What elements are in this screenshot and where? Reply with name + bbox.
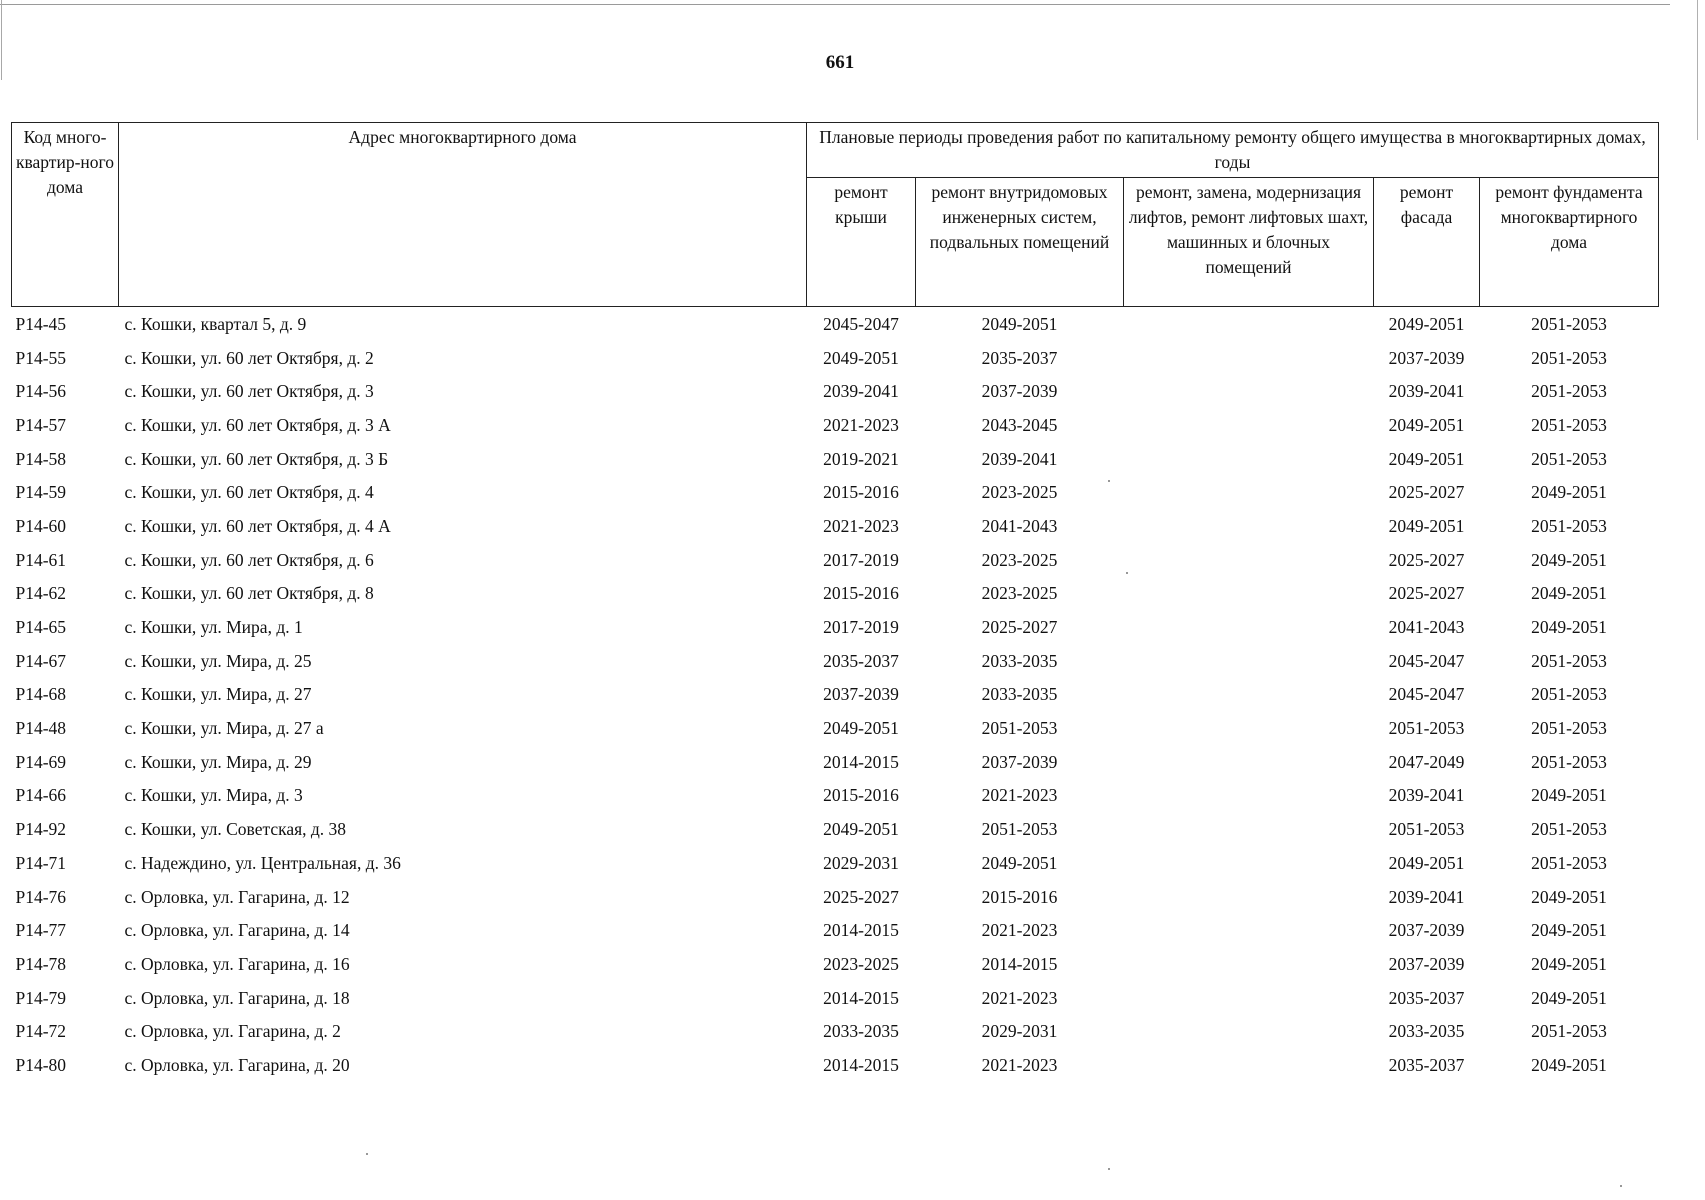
cell-roof: 2015-2016 <box>823 482 899 503</box>
cell-foundation: 2049-2051 <box>1531 583 1607 604</box>
cell-address: с. Кошки, ул. Мира, д. 3 <box>124 785 303 806</box>
cell-foundation: 2051-2053 <box>1531 313 1607 334</box>
cell-roof: 2049-2051 <box>823 819 899 840</box>
cell-code: Р14-56 <box>15 381 67 402</box>
cell-facade: 2039-2041 <box>1388 785 1465 806</box>
header-foundation: ремонт фундамента многоквартирного дома <box>1480 178 1659 307</box>
cell-address: с. Орловка, ул. Гагарина, д. 14 <box>124 920 350 941</box>
cell-code: Р14-57 <box>15 414 67 435</box>
cell-roof: 2033-2035 <box>823 1021 899 1042</box>
cell-roof: 2025-2027 <box>823 886 899 907</box>
table-row <box>12 812 1659 846</box>
cell-lifts <box>1124 509 1374 543</box>
cell-engineering: 2021-2023 <box>981 1054 1058 1075</box>
cell-lifts <box>1124 846 1374 880</box>
cell-foundation: 2049-2051 <box>1531 549 1607 570</box>
cell-engineering: 2049-2051 <box>981 313 1058 334</box>
header-periods-group: Плановые периоды проведения работ по капитальному ремонту общего имущества в многоквартирных домах, годы <box>807 123 1659 178</box>
cell-facade: 2037-2039 <box>1388 347 1465 368</box>
cell-roof: 2029-2031 <box>823 852 899 873</box>
cell-engineering: 2051-2053 <box>981 718 1058 739</box>
table-row <box>12 341 1659 375</box>
cell-address: с. Кошки, ул. 60 лет Октября, д. 3 <box>124 381 374 402</box>
cell-roof: 2014-2015 <box>823 1054 899 1075</box>
cell-code: Р14-59 <box>15 482 67 503</box>
cell-address: с. Кошки, ул. Советская, д. 38 <box>124 819 347 840</box>
scan-border-top <box>0 4 1670 5</box>
table-body <box>12 307 1659 1082</box>
cell-code: Р14-58 <box>15 448 67 469</box>
cell-lifts <box>1124 1048 1374 1082</box>
cell-address: с. Кошки, ул. 60 лет Октября, д. 8 <box>124 583 374 604</box>
cell-address: с. Кошки, ул. 60 лет Октября, д. 2 <box>124 347 374 368</box>
table-row <box>12 475 1659 509</box>
cell-engineering: 2025-2027 <box>981 617 1058 638</box>
cell-lifts <box>1124 913 1374 947</box>
cell-facade: 2045-2047 <box>1388 650 1465 671</box>
cell-address: с. Кошки, ул. 60 лет Октября, д. 4 <box>124 482 374 503</box>
cell-roof: 2017-2019 <box>823 549 899 570</box>
table-row <box>12 678 1659 712</box>
cell-facade: 2039-2041 <box>1388 381 1465 402</box>
cell-engineering: 2037-2039 <box>981 751 1058 772</box>
cell-foundation: 2049-2051 <box>1531 920 1607 941</box>
cell-engineering: 2043-2045 <box>981 414 1058 435</box>
cell-code: Р14-48 <box>15 718 67 739</box>
table-row <box>12 307 1659 341</box>
cell-lifts <box>1124 779 1374 813</box>
cell-address: с. Орловка, ул. Гагарина, д. 18 <box>124 987 350 1008</box>
cell-code: Р14-72 <box>15 1021 67 1042</box>
cell-lifts <box>1124 678 1374 712</box>
cell-lifts <box>1124 543 1374 577</box>
table-row <box>12 981 1659 1015</box>
cell-foundation: 2051-2053 <box>1531 515 1607 536</box>
cell-foundation: 2049-2051 <box>1531 987 1607 1008</box>
cell-code: Р14-60 <box>15 515 67 536</box>
scan-speck <box>1108 480 1110 482</box>
cell-roof: 2035-2037 <box>823 650 899 671</box>
cell-engineering: 2015-2016 <box>981 886 1058 907</box>
cell-foundation: 2049-2051 <box>1531 785 1607 806</box>
cell-engineering: 2035-2037 <box>981 347 1058 368</box>
cell-code: Р14-45 <box>15 313 67 334</box>
table-row <box>12 442 1659 476</box>
cell-address: с. Кошки, ул. 60 лет Октября, д. 3 А <box>124 414 391 435</box>
header-address: Адрес многоквартирного дома <box>119 123 807 307</box>
cell-code: Р14-77 <box>15 920 67 941</box>
header-lifts: ремонт, замена, модернизация лифтов, ремонт лифтовых шахт, машинных и блочных помещений <box>1124 178 1374 307</box>
cell-lifts <box>1124 644 1374 678</box>
cell-lifts <box>1124 610 1374 644</box>
cell-address: с. Кошки, ул. Мира, д. 29 <box>124 751 312 772</box>
cell-roof: 2039-2041 <box>823 381 899 402</box>
scan-speck <box>1126 572 1128 574</box>
header-roof: ремонт крыши <box>807 178 916 307</box>
cell-facade: 2049-2051 <box>1388 414 1465 435</box>
cell-lifts <box>1124 981 1374 1015</box>
cell-engineering: 2023-2025 <box>981 549 1058 570</box>
cell-facade: 2051-2053 <box>1388 819 1465 840</box>
cell-foundation: 2051-2053 <box>1531 852 1607 873</box>
cell-roof: 2014-2015 <box>823 751 899 772</box>
cell-engineering: 2023-2025 <box>981 583 1058 604</box>
cell-foundation: 2049-2051 <box>1531 482 1607 503</box>
table-row <box>12 880 1659 914</box>
cell-lifts <box>1124 812 1374 846</box>
cell-lifts <box>1124 475 1374 509</box>
cell-engineering: 2023-2025 <box>981 482 1058 503</box>
cell-roof: 2014-2015 <box>823 920 899 941</box>
cell-foundation: 2051-2053 <box>1531 751 1607 772</box>
table-row <box>12 745 1659 779</box>
header-facade: ремонт фасада <box>1374 178 1480 307</box>
cell-roof: 2021-2023 <box>823 515 899 536</box>
cell-facade: 2041-2043 <box>1388 617 1465 638</box>
cell-code: Р14-62 <box>15 583 67 604</box>
cell-facade: 2025-2027 <box>1388 583 1465 604</box>
cell-roof: 2045-2047 <box>823 313 899 334</box>
cell-foundation: 2051-2053 <box>1531 650 1607 671</box>
table-header <box>12 123 1659 307</box>
cell-code: Р14-76 <box>15 886 67 907</box>
scan-speck <box>1620 1185 1622 1187</box>
repair-schedule-table <box>11 122 1659 1082</box>
cell-facade: 2037-2039 <box>1388 953 1465 974</box>
cell-address: с. Кошки, ул. Мира, д. 27 а <box>124 718 324 739</box>
cell-engineering: 2049-2051 <box>981 852 1058 873</box>
cell-code: Р14-65 <box>15 617 67 638</box>
cell-address: с. Кошки, квартал 5, д. 9 <box>124 313 307 334</box>
cell-roof: 2015-2016 <box>823 583 899 604</box>
cell-facade: 2049-2051 <box>1388 515 1465 536</box>
cell-address: с. Кошки, ул. 60 лет Октября, д. 4 А <box>124 515 391 536</box>
cell-facade: 2035-2037 <box>1388 1054 1465 1075</box>
cell-lifts <box>1124 442 1374 476</box>
cell-foundation: 2051-2053 <box>1531 718 1607 739</box>
cell-engineering: 2051-2053 <box>981 819 1058 840</box>
cell-facade: 2049-2051 <box>1388 852 1465 873</box>
cell-lifts <box>1124 745 1374 779</box>
cell-code: Р14-92 <box>15 819 67 840</box>
table-row <box>12 947 1659 981</box>
cell-address: с. Кошки, ул. Мира, д. 25 <box>124 650 312 671</box>
cell-code: Р14-67 <box>15 650 67 671</box>
cell-foundation: 2051-2053 <box>1531 819 1607 840</box>
cell-roof: 2023-2025 <box>823 953 899 974</box>
cell-code: Р14-61 <box>15 549 67 570</box>
cell-facade: 2051-2053 <box>1388 718 1465 739</box>
cell-facade: 2039-2041 <box>1388 886 1465 907</box>
cell-foundation: 2049-2051 <box>1531 886 1607 907</box>
cell-lifts <box>1124 947 1374 981</box>
cell-facade: 2035-2037 <box>1388 987 1465 1008</box>
cell-lifts <box>1124 711 1374 745</box>
cell-address: с. Орловка, ул. Гагарина, д. 2 <box>124 1021 341 1042</box>
scan-border-right <box>1697 0 1698 140</box>
cell-engineering: 2033-2035 <box>981 650 1058 671</box>
cell-foundation: 2051-2053 <box>1531 448 1607 469</box>
cell-lifts <box>1124 307 1374 341</box>
cell-foundation: 2051-2053 <box>1531 347 1607 368</box>
cell-address: с. Орловка, ул. Гагарина, д. 16 <box>124 953 350 974</box>
cell-lifts <box>1124 880 1374 914</box>
cell-facade: 2033-2035 <box>1388 1021 1465 1042</box>
table-row <box>12 509 1659 543</box>
scan-border-left <box>1 0 2 80</box>
cell-facade: 2025-2027 <box>1388 549 1465 570</box>
cell-lifts <box>1124 408 1374 442</box>
cell-engineering: 2039-2041 <box>981 448 1058 469</box>
table-row <box>12 577 1659 611</box>
cell-roof: 2014-2015 <box>823 987 899 1008</box>
cell-foundation: 2051-2053 <box>1531 1021 1607 1042</box>
cell-facade: 2047-2049 <box>1388 751 1465 772</box>
cell-facade: 2049-2051 <box>1388 313 1465 334</box>
cell-engineering: 2037-2039 <box>981 381 1058 402</box>
table-row <box>12 610 1659 644</box>
cell-lifts <box>1124 1014 1374 1048</box>
table-row <box>12 1014 1659 1048</box>
table-row <box>12 846 1659 880</box>
cell-foundation: 2051-2053 <box>1531 684 1607 705</box>
cell-code: Р14-68 <box>15 684 67 705</box>
cell-lifts <box>1124 341 1374 375</box>
cell-code: Р14-66 <box>15 785 67 806</box>
cell-roof: 2019-2021 <box>823 448 899 469</box>
cell-code: Р14-78 <box>15 953 67 974</box>
cell-facade: 2025-2027 <box>1388 482 1465 503</box>
cell-engineering: 2029-2031 <box>981 1021 1058 1042</box>
cell-address: с. Кошки, ул. 60 лет Октября, д. 6 <box>124 549 374 570</box>
table-row <box>12 644 1659 678</box>
cell-foundation: 2049-2051 <box>1531 1054 1607 1075</box>
table-row <box>12 779 1659 813</box>
cell-lifts <box>1124 577 1374 611</box>
cell-code: Р14-69 <box>15 751 67 772</box>
header-engineering: ремонт внутридомовых инженерных систем, подвальных помещений <box>916 178 1124 307</box>
cell-foundation: 2049-2051 <box>1531 953 1607 974</box>
scan-speck <box>366 1153 368 1155</box>
table-row <box>12 543 1659 577</box>
page-number: 661 <box>825 52 855 73</box>
cell-engineering: 2021-2023 <box>981 920 1058 941</box>
cell-foundation: 2051-2053 <box>1531 381 1607 402</box>
cell-engineering: 2021-2023 <box>981 785 1058 806</box>
table-row <box>12 374 1659 408</box>
cell-engineering: 2021-2023 <box>981 987 1058 1008</box>
cell-roof: 2021-2023 <box>823 414 899 435</box>
cell-code: Р14-80 <box>15 1054 67 1075</box>
cell-engineering: 2033-2035 <box>981 684 1058 705</box>
cell-address: с. Орловка, ул. Гагарина, д. 20 <box>124 1054 350 1075</box>
cell-address: с. Кошки, ул. Мира, д. 1 <box>124 617 303 638</box>
cell-address: с. Кошки, ул. 60 лет Октября, д. 3 Б <box>124 448 389 469</box>
cell-roof: 2049-2051 <box>823 347 899 368</box>
cell-roof: 2017-2019 <box>823 617 899 638</box>
cell-code: Р14-79 <box>15 987 67 1008</box>
table-row <box>12 913 1659 947</box>
cell-code: Р14-71 <box>15 852 67 873</box>
table-row <box>12 1048 1659 1082</box>
table-row <box>12 408 1659 442</box>
cell-engineering: 2014-2015 <box>981 953 1058 974</box>
cell-code: Р14-55 <box>15 347 67 368</box>
cell-facade: 2049-2051 <box>1388 448 1465 469</box>
cell-address: с. Надеждино, ул. Центральная, д. 36 <box>124 852 401 873</box>
cell-foundation: 2051-2053 <box>1531 414 1607 435</box>
table-row <box>12 711 1659 745</box>
cell-roof: 2015-2016 <box>823 785 899 806</box>
header-code: Код много-квартир-ного дома <box>12 123 119 307</box>
cell-roof: 2049-2051 <box>823 718 899 739</box>
cell-facade: 2045-2047 <box>1388 684 1465 705</box>
cell-roof: 2037-2039 <box>823 684 899 705</box>
cell-foundation: 2049-2051 <box>1531 617 1607 638</box>
cell-address: с. Орловка, ул. Гагарина, д. 12 <box>124 886 350 907</box>
cell-engineering: 2041-2043 <box>981 515 1058 536</box>
cell-lifts <box>1124 374 1374 408</box>
cell-address: с. Кошки, ул. Мира, д. 27 <box>124 684 312 705</box>
cell-facade: 2037-2039 <box>1388 920 1465 941</box>
scan-speck <box>1108 1168 1110 1170</box>
